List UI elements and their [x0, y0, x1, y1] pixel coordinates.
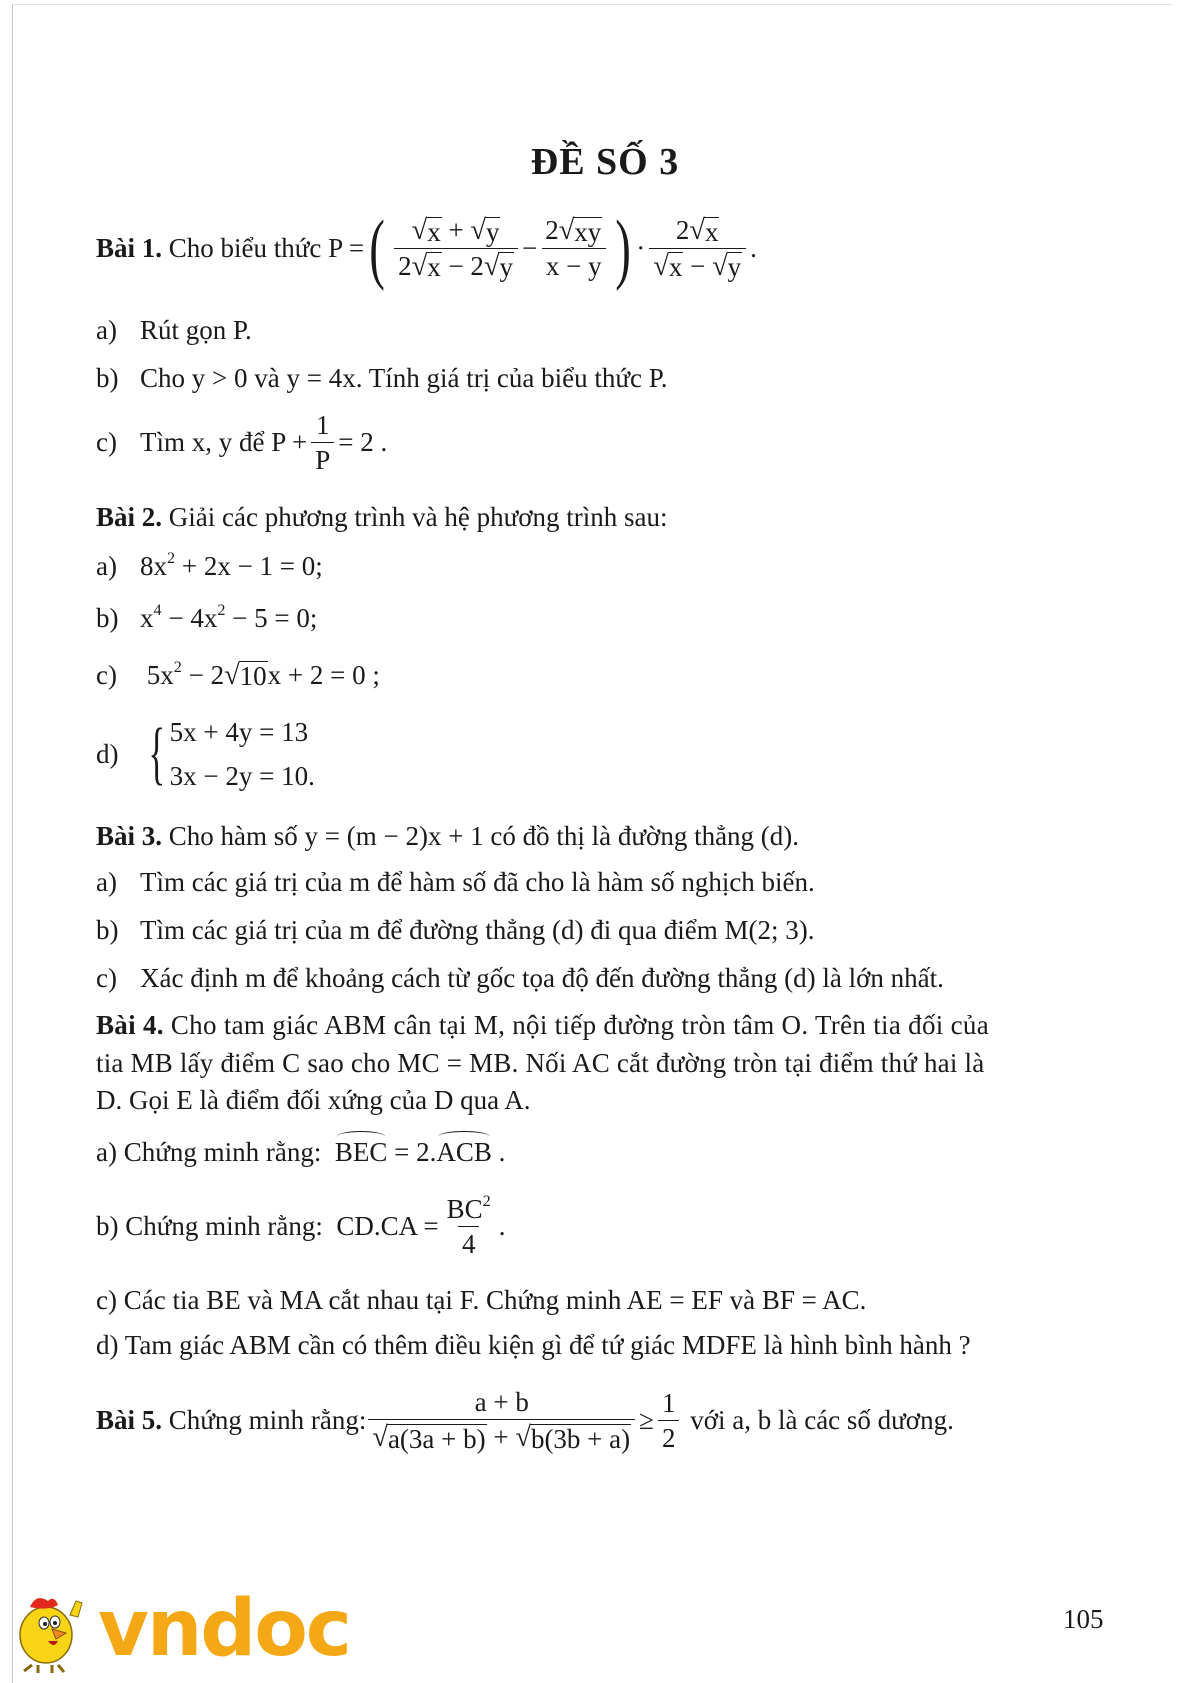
- math-part: [412, 252, 442, 281]
- bai4-line-2: tia MB lấy điểm C sao cho MC = MB. Nối AC cắt đường tròn tại điểm thứ hai là: [96, 1048, 985, 1078]
- bai1-expr-frac2_num_c: 2: [545, 215, 559, 246]
- math-part: [394, 248, 518, 281]
- math-part: √: [558, 215, 575, 247]
- bai1-expr-frac1_den_b: y: [499, 251, 513, 282]
- math-part: [470, 217, 500, 246]
- system-eq-2: 3x − 2y = 10.: [169, 761, 315, 791]
- logo-text: vndoc: [98, 1584, 351, 1674]
- bai3-items-0-text: Tìm các giá trị của m để hàm số đã cho là hàm số nghịch biến.: [140, 867, 815, 897]
- bai2-item-b: [96, 601, 317, 635]
- bai4-items-0-text: Chứng minh rằng:: [123, 1137, 322, 1167]
- math-part: √: [470, 215, 486, 247]
- bai2-items-1-e2: 2: [217, 600, 226, 619]
- math-part: [559, 217, 603, 246]
- bai5-heading: Bài 5.: [96, 1405, 163, 1435]
- bai4-items-1-num_exp: 2: [482, 1191, 491, 1210]
- math-part: [689, 217, 719, 246]
- math-part: [20, 1607, 72, 1663]
- math-part: [443, 1191, 495, 1226]
- bai4-items-3-label: d): [96, 1330, 119, 1360]
- bai1-items-0-label: a): [96, 315, 117, 345]
- bai1-expr-frac2_den: x − y: [542, 248, 606, 281]
- bai1-expr-end: .: [750, 233, 757, 263]
- bai3-item-a: [96, 865, 815, 899]
- bai2-heading: Bài 2.: [96, 502, 163, 532]
- math-part: [541, 215, 606, 247]
- math-part: √: [515, 1422, 531, 1454]
- bai3-items-2-label: c): [96, 963, 117, 993]
- bai1-item-a: [96, 313, 252, 347]
- page-number: 105: [1063, 1604, 1104, 1634]
- angle-acb: ACB: [436, 1137, 492, 1167]
- bai5-den_plus: +: [493, 1422, 509, 1453]
- bai1-items-2-math_post: = 2 .: [338, 427, 388, 457]
- bai5-den_r1: a(3a + b): [387, 1423, 486, 1454]
- bai1-expr-frac3_num_c: 2: [675, 215, 690, 246]
- math-part: [484, 252, 514, 281]
- bai4-line1: Cho tam giác ABM cân tại M, nội tiếp đường tròn tâm O. Trên tia đối của: [170, 1010, 989, 1040]
- bai4-items-2-text: Các tia BE và MA cắt nhau tại F. Chứng minh AE = EF và BF = AC.: [123, 1285, 867, 1315]
- bai1-expr-frac3_num_r: x: [704, 216, 719, 247]
- bai4-items-0-end: .: [491, 1137, 506, 1167]
- expr-lhs: P =: [328, 233, 365, 263]
- bai2-items-0-label: a): [96, 551, 117, 581]
- math-part: [368, 1419, 635, 1452]
- bai1-item-b: [96, 361, 668, 395]
- bai1-intro: Cho biểu thức: [168, 233, 322, 263]
- bai1-items-1-label: b): [96, 363, 119, 393]
- bai2-items-2-p2: − 2: [181, 660, 225, 690]
- bai1-expr-frac1_num_plus: +: [448, 215, 464, 246]
- bai2-items-0-p2: + 2x − 1 = 0;: [175, 551, 323, 581]
- chicken-mascot-icon: [8, 1585, 94, 1675]
- math-part: √: [689, 215, 705, 247]
- bai1-items-0-text: Rút gọn P.: [140, 315, 252, 345]
- math-part: [515, 1424, 631, 1453]
- bai2-items-2-e1: 2: [173, 657, 182, 676]
- fraction-1: [394, 215, 518, 281]
- bai1-item-c: [96, 402, 387, 482]
- bai2-items-2-p1: 5x: [146, 660, 174, 690]
- bai4-items-1-num: BC: [446, 1193, 483, 1224]
- bai5-tail: với a, b là các số dương.: [690, 1405, 954, 1435]
- math-part: [653, 252, 683, 281]
- bai1-expr-frac1_num_a: x: [427, 216, 441, 247]
- left-paren: (: [369, 204, 385, 291]
- bai2-items-1-e1: 4: [153, 600, 162, 619]
- bai2-items-0-e1: 2: [167, 548, 176, 567]
- math-part: [443, 1191, 495, 1259]
- bai4-items-1-text: Chứng minh rằng:: [125, 1211, 323, 1241]
- bai1-items-2-frac_num: 1: [316, 409, 330, 440]
- math-part: [368, 1387, 635, 1452]
- bai2-item-d: [96, 706, 315, 802]
- math-part: [712, 252, 742, 281]
- bai5-intro: Chứng minh rằng:: [168, 1405, 367, 1435]
- bai1-expr-frac2_num_r: xy: [574, 216, 602, 247]
- bai5-num: a + b: [474, 1387, 529, 1418]
- bai3-items-2-text: Xác định m để khoảng cách từ gốc tọa độ đến đường thẳng (d) là lớn nhất.: [140, 963, 944, 993]
- bai2-intro: Giải các phương trình và hệ phương trình sau:: [168, 502, 668, 532]
- bai2-items-2-p3: x + 2 = 0 ;: [267, 660, 380, 690]
- bai3-items-1-label: b): [96, 915, 119, 945]
- left-brace: {: [148, 715, 166, 792]
- bai1-expr-frac1_den_a: x: [427, 251, 441, 282]
- math-part: [658, 1388, 680, 1453]
- bai1-items-2-frac_den: P: [311, 442, 334, 475]
- bai4-items-1-end: .: [498, 1211, 506, 1241]
- math-part: [412, 217, 442, 246]
- bai4-items-3-text: Tam giác ABM cần có thêm điều kiện gì để tứ giác MDFE là hình bình hành ?: [124, 1330, 971, 1360]
- bai3-intro: Cho hàm số y = (m − 2)x + 1 có đồ thị là đường thẳng (d).: [168, 821, 800, 851]
- bai4-items-2-label: c): [96, 1285, 117, 1315]
- bai2-items-1-p2: − 4x: [161, 603, 218, 633]
- bai1-expr-frac3_den_minus: −: [690, 250, 706, 281]
- math-part: [372, 1424, 486, 1453]
- math-part: √: [411, 215, 428, 247]
- right-paren: ): [615, 204, 632, 291]
- math-part: [70, 1601, 82, 1617]
- bai1-items-2-label: c): [96, 427, 117, 457]
- bai1-expression: [328, 204, 757, 291]
- page-title: ĐỀ SỐ 3: [530, 141, 680, 183]
- math-part: [672, 215, 724, 247]
- bai1-expr-frac1_num_b: y: [485, 216, 500, 247]
- math-part: [408, 215, 505, 247]
- math-part: √: [483, 250, 500, 282]
- bai2-item-c: [96, 658, 380, 692]
- math-part: [43, 1622, 47, 1626]
- bai2-items-1-p3: − 5 = 0;: [225, 603, 318, 633]
- bai5-half_num: 1: [661, 1387, 676, 1418]
- bai4-item-d: [96, 1328, 971, 1362]
- vndoc-logo[interactable]: [8, 1584, 351, 1675]
- bai4-items-0-mid: = 2.: [387, 1137, 437, 1167]
- math-part: [649, 248, 746, 281]
- bai4-item-b: [96, 1186, 506, 1266]
- page-border-top: [12, 4, 1172, 5]
- bai2-items-3-label: d): [96, 739, 119, 769]
- math-part: [53, 1621, 57, 1625]
- bai2-items-1-p1: x: [140, 603, 154, 633]
- bai2-items-1-label: b): [96, 603, 119, 633]
- bai4-items-1-label: b): [96, 1211, 119, 1241]
- bai4-items-1-lhs: CD.CA =: [336, 1211, 439, 1241]
- bai5-half_den: 2: [658, 1420, 680, 1453]
- bai2-items-2-label: c): [96, 660, 117, 690]
- bai3-items-1-text: Tìm các giá trị của m để đường thẳng (d) đi qua điểm M(2; 3).: [140, 915, 815, 945]
- bai4-item-c: [96, 1283, 866, 1317]
- fraction-2: [541, 215, 606, 280]
- bai1-expr-frac1_den_c1: 2: [398, 250, 412, 281]
- bai1-items-2-text: Tìm x, y để: [140, 427, 265, 457]
- bai5-ge: ≥: [639, 1405, 654, 1435]
- dot-operator: ·: [636, 233, 646, 263]
- bai4-item-a: [96, 1135, 505, 1169]
- math-part: [30, 1598, 58, 1609]
- math-part: √: [372, 1422, 388, 1454]
- bai4-line-1: [96, 1008, 989, 1042]
- bai2-statement: [96, 500, 667, 534]
- math-part: [170, 710, 315, 798]
- math-part: √: [224, 660, 240, 691]
- bai3-item-c: [96, 961, 944, 995]
- bai1-expr-frac1_den_minus: − 2: [448, 250, 484, 281]
- bai1-statement: [96, 200, 757, 296]
- bai3-heading: Bài 3.: [96, 821, 163, 851]
- bai4-heading: Bài 4.: [96, 1010, 164, 1040]
- minus-sign: −: [521, 233, 538, 263]
- math-part: √: [712, 250, 728, 282]
- math-part: [24, 1665, 64, 1673]
- bai1-heading: Bài 1.: [96, 233, 163, 263]
- fraction-3: [649, 215, 746, 281]
- bai4-items-0-label: a): [96, 1137, 117, 1167]
- bai2-items-0-p1: 8x: [140, 551, 167, 581]
- bai1-items-2-math_pre: P +: [271, 427, 308, 457]
- bai5-den_r2: b(3b + a): [530, 1423, 631, 1454]
- page-border-left: [12, 4, 13, 1683]
- bai5-statement: [96, 1376, 954, 1464]
- bai3-item-b: [96, 913, 814, 947]
- bai1-expr-frac3_den_b: y: [727, 251, 742, 282]
- bai3-items-0-label: a): [96, 867, 117, 897]
- math-part: √: [653, 250, 669, 282]
- bai1-expr-frac3_den_a: x: [668, 251, 683, 282]
- bai3-statement: [96, 819, 799, 853]
- bai4-line-3: D. Gọi E là điểm đối xứng của D qua A.: [96, 1085, 531, 1115]
- math-part: [311, 410, 334, 475]
- bai1-items-1-text: Cho y > 0 và y = 4x. Tính giá trị của biểu thức P.: [140, 363, 668, 393]
- math-part: √: [411, 250, 428, 282]
- bai4-items-1-den: 4: [458, 1226, 480, 1259]
- bai2-items-2-r: 10: [239, 661, 267, 692]
- bai2-item-a: [96, 549, 323, 583]
- system-eq-1: 5x + 4y = 13: [169, 717, 309, 747]
- math-part: [224, 661, 268, 690]
- angle-bec: BEC: [334, 1137, 388, 1167]
